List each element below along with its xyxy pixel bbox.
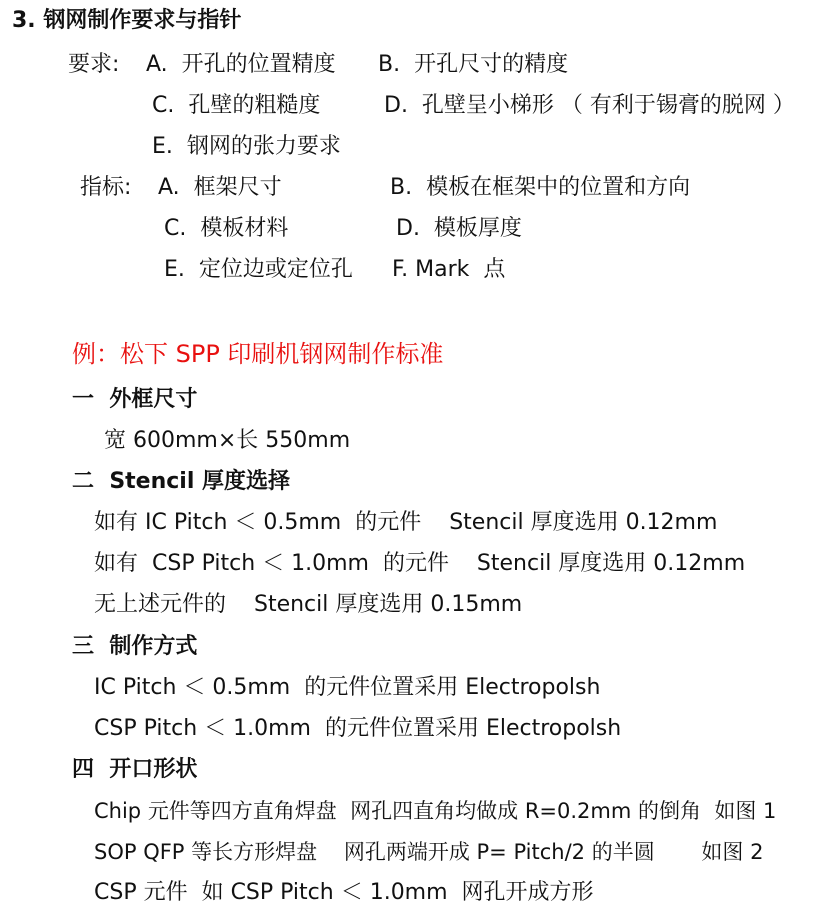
requirement-d: D. 孔壁呈小梯形 （ 有利于锡膏的脱网 ） [384,93,795,118]
heading-opening-shape: 四 开口形状 [72,757,198,782]
shape-line-3: CSP 元件 如 CSP Pitch ＜ 1.0mm 网孔开成方形 [94,880,594,905]
stencil-line-1: 如有 IC Pitch ＜ 0.5mm 的元件 Stencil 厚度选用 0.12mm [94,510,718,535]
heading-method: 三 制作方式 [72,634,198,659]
method-line-1: IC Pitch ＜ 0.5mm 的元件位置采用 Electropolsh [94,675,601,700]
indicator-d: D. 模板厚度 [396,216,522,241]
requirement-a: A. 开孔的位置精度 [146,52,336,77]
indicator-c: C. 模板材料 [164,216,289,241]
indicator-a: A. 框架尺寸 [158,175,282,200]
indicators-label: 指标: [80,175,132,200]
frame-size-text: 宽 600mm×长 550mm [104,428,351,453]
indicator-f: F. Mark 点 [392,257,506,282]
requirement-e: E. 钢网的张力要求 [152,134,341,159]
indicator-b: B. 模板在框架中的位置和方向 [390,175,691,200]
stencil-line-3: 无上述元件的 Stencil 厚度选用 0.15mm [94,592,523,617]
section-title: 3. 钢网制作要求与指针 [12,8,242,33]
requirement-b: B. 开孔尺寸的精度 [378,52,569,77]
indicator-e: E. 定位边或定位孔 [164,257,353,282]
heading-stencil-thickness: 二 Stencil 厚度选择 [72,469,291,494]
stencil-line-2: 如有 CSP Pitch ＜ 1.0mm 的元件 Stencil 厚度选用 0.12mm [94,551,746,576]
shape-line-1: Chip 元件等四方直角焊盘 网孔四直角均做成 R=0.2mm 的倒角 如图 1 [94,799,777,823]
requirement-c: C. 孔壁的粗糙度 [152,93,321,118]
example-title: 例：松下 SPP 印刷机钢网制作标准 [72,340,444,368]
shape-line-2: SOP QFP 等长方形焊盘 网孔两端开成 P= Pitch/2 的半圆 如图 2 [94,840,764,864]
requirements-label: 要求: [68,52,120,77]
heading-frame-size: 一 外框尺寸 [72,387,198,412]
method-line-2: CSP Pitch ＜ 1.0mm 的元件位置采用 Electropolsh [94,716,622,741]
